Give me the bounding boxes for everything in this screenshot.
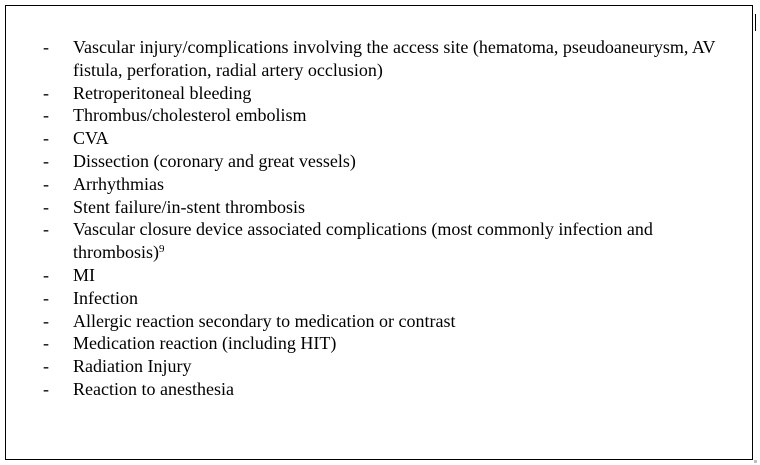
list-item-text: Reaction to anesthesia bbox=[73, 378, 234, 399]
bullet-dash: - bbox=[43, 150, 49, 171]
footnote-marker: 9 bbox=[159, 243, 165, 256]
bullet-dash: - bbox=[43, 264, 49, 285]
text-cursor-mark bbox=[755, 14, 756, 31]
bullet-dash: - bbox=[43, 219, 49, 240]
list-item bbox=[39, 378, 729, 401]
bullet-dash: - bbox=[43, 37, 49, 57]
list-item-text: Arrhythmias bbox=[73, 173, 164, 194]
list-item-text: MI bbox=[73, 264, 95, 285]
list-item bbox=[39, 310, 729, 333]
bullet-dash: - bbox=[43, 196, 49, 217]
bullet-dash: - bbox=[43, 378, 49, 399]
list-item bbox=[39, 264, 729, 287]
bullet-dash: - bbox=[43, 105, 49, 126]
list-item-text: Allergic reaction secondary to medication or contrast bbox=[73, 310, 456, 331]
bullet-dash: - bbox=[43, 128, 49, 149]
list-item bbox=[39, 287, 729, 310]
list-item bbox=[39, 127, 729, 150]
list-item-text: Dissection (coronary and great vessels) bbox=[73, 150, 356, 171]
bullet-dash: - bbox=[43, 356, 49, 377]
list-item-text: Radiation Injury bbox=[73, 356, 192, 377]
resize-handle[interactable] bbox=[754, 460, 757, 463]
bullet-dash: - bbox=[43, 287, 49, 308]
list-item bbox=[39, 150, 729, 173]
list-item-text: Stent failure/in-stent thrombosis bbox=[73, 196, 305, 217]
bullet-dash: - bbox=[43, 333, 49, 354]
list-item-text: Vascular closure device associated complications (most commonly infection and thrombosis) bbox=[73, 219, 653, 263]
list-item bbox=[39, 332, 729, 355]
list-item bbox=[39, 218, 729, 264]
list-item bbox=[39, 36, 729, 82]
complications-list bbox=[39, 36, 729, 401]
list-item-text: Infection bbox=[73, 287, 138, 308]
bullet-dash: - bbox=[43, 82, 49, 103]
list-item-text: Thrombus/cholesterol embolism bbox=[73, 105, 307, 126]
list-item-text: Retroperitoneal bleeding bbox=[73, 82, 252, 103]
list-item bbox=[39, 104, 729, 127]
list-item bbox=[39, 173, 729, 196]
list-item-text: Vascular injury/complications involving the access site (hematoma, pseudoaneurysm, AV fistula, perforation, radial artery occlusion) bbox=[73, 37, 716, 80]
bullet-dash: - bbox=[43, 173, 49, 194]
list-item bbox=[39, 82, 729, 105]
bullet-dash: - bbox=[43, 310, 49, 331]
list-item bbox=[39, 355, 729, 378]
list-item bbox=[39, 196, 729, 219]
list-item-text: Medication reaction (including HIT) bbox=[73, 333, 337, 354]
list-item-text: CVA bbox=[73, 128, 109, 149]
